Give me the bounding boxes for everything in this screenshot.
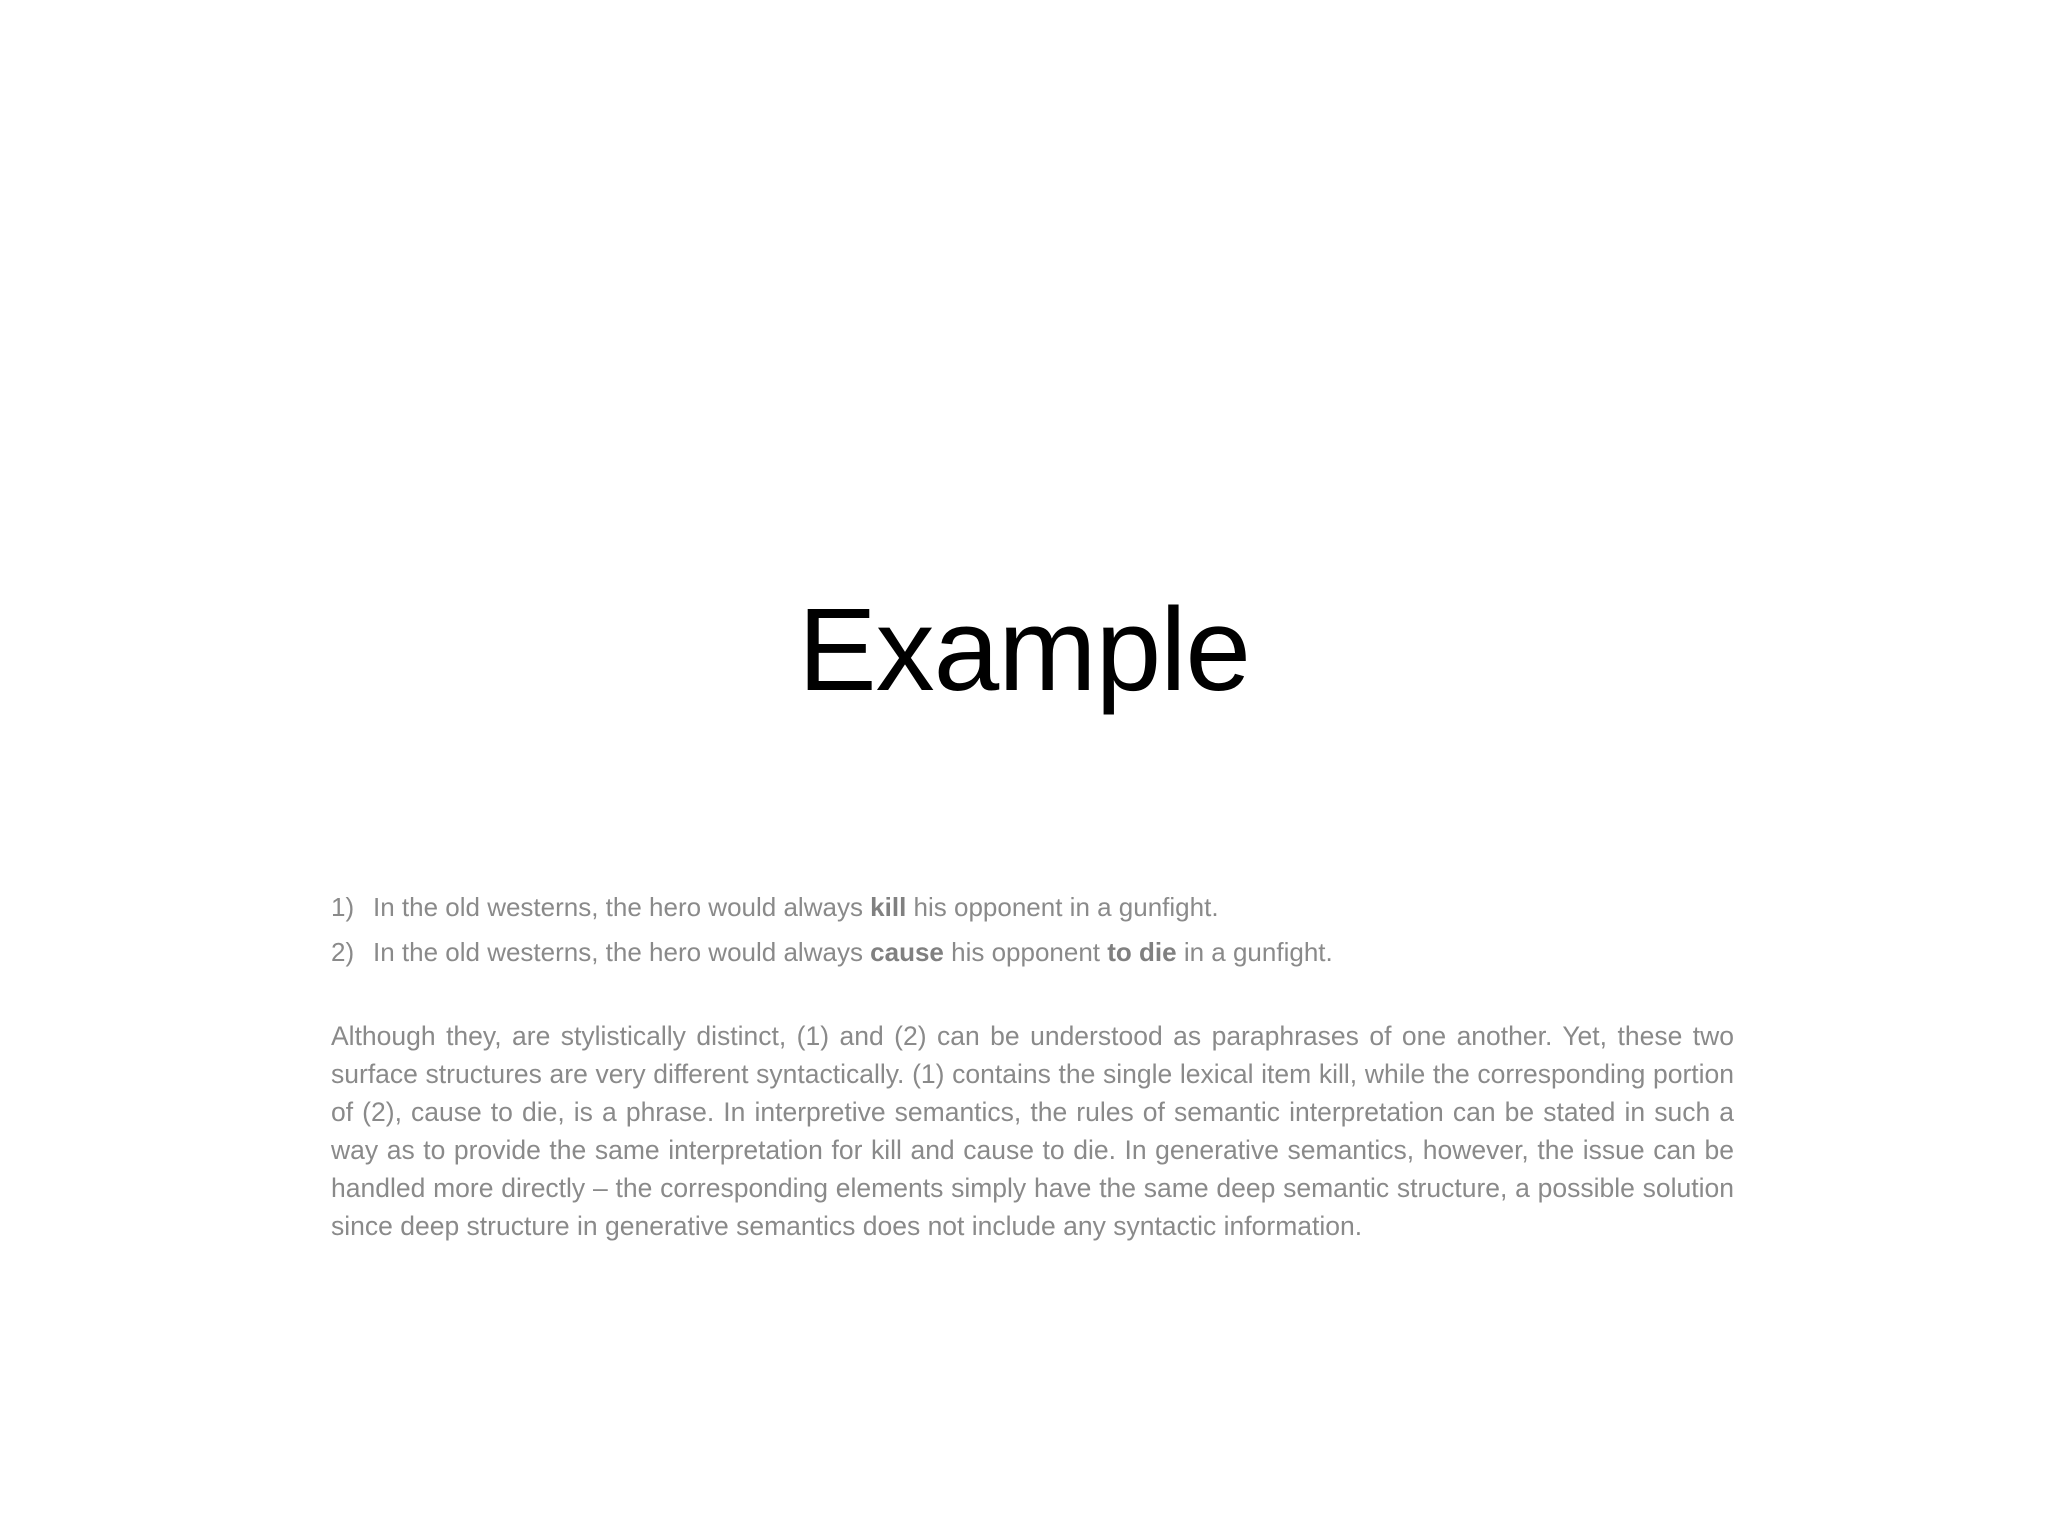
example-text: his opponent bbox=[943, 937, 1108, 967]
example-text: in a gunfight. bbox=[1176, 937, 1333, 967]
example-item-2 bbox=[331, 930, 1734, 975]
example-text: In the old westerns, the hero would always bbox=[373, 937, 871, 967]
slide-body bbox=[331, 885, 1734, 1245]
example-bold-text: kill bbox=[870, 892, 907, 922]
explanation-paragraph: Although they, are stylistically distinct, (1) and (2) can be understood as paraphrases of one another. Yet, these two surface structures are very different syntactically. (1) contains the single lexical item kill, while the corresponding portion of (2), cause to die, is a phrase. In interpretive semantics, the rules of semantic interpretation can be stated in such a way as to provide the same interpretation for kill and cause to die. In generative semantics, however, the issue can be handled more directly – the corresponding elements simply have the same deep semantic structure, a possible solution since deep structure in generative semantics does not include any syntactic information. bbox=[331, 1021, 1734, 1241]
slide-title: Example bbox=[797, 584, 1251, 716]
example-sentence bbox=[373, 930, 1333, 975]
example-item-1 bbox=[331, 885, 1734, 930]
example-text: his opponent in a gunfight. bbox=[906, 892, 1219, 922]
example-bold-text: cause bbox=[870, 937, 944, 967]
example-text: In the old westerns, the hero would always bbox=[373, 892, 871, 922]
example-number: 2) bbox=[331, 937, 355, 967]
example-bold-text: to die bbox=[1107, 937, 1177, 967]
example-list bbox=[331, 885, 1734, 975]
example-sentence bbox=[373, 885, 1219, 930]
example-number: 1) bbox=[331, 892, 355, 922]
